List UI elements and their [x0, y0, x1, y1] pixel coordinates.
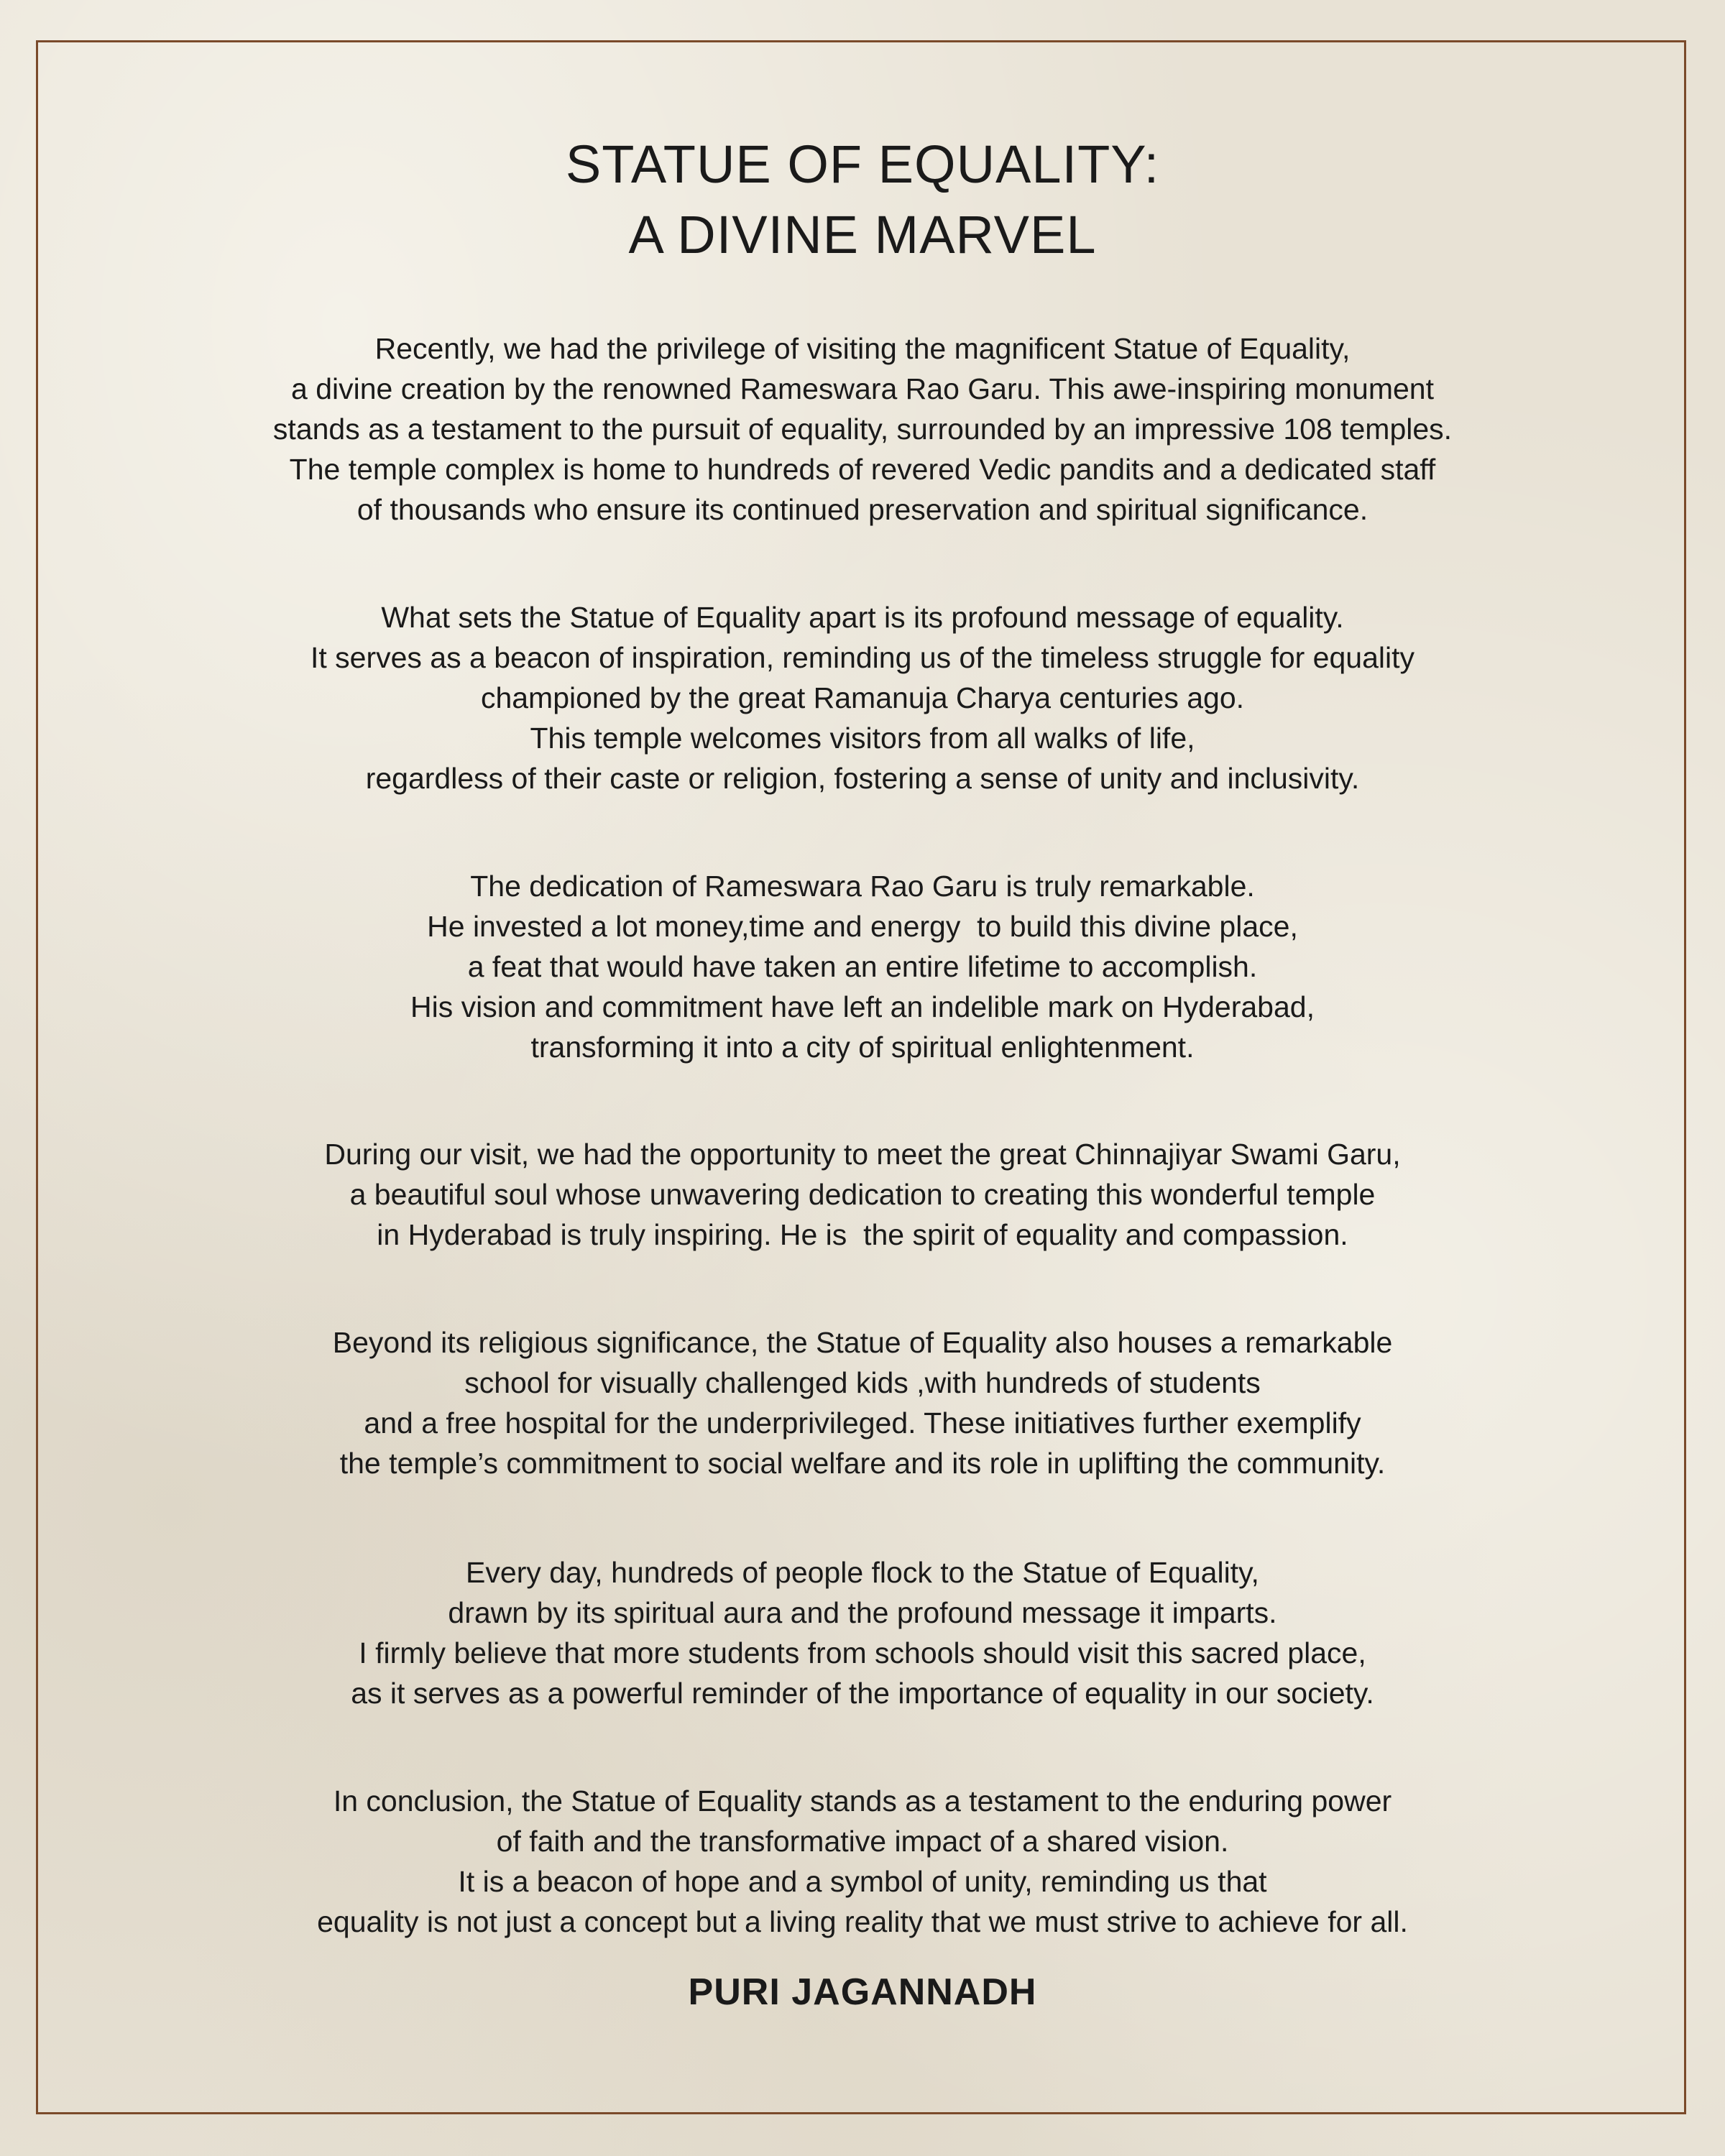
paragraph-line: His vision and commitment have left an indelible mark on Hyderabad,: [410, 990, 1315, 1023]
paragraph-line: What sets the Statue of Equality apart is its profound message of equality.: [381, 601, 1344, 634]
paragraph-line: This temple welcomes visitors from all walks of life,: [530, 722, 1195, 755]
paragraph-line: Beyond its religious significance, the Statue of Equality also houses a remarkable: [332, 1326, 1393, 1359]
paragraph-line: He invested a lot money,time and energy to build this divine place,: [427, 910, 1298, 943]
paragraph-2: [0, 597, 1725, 798]
paragraph-1: [0, 328, 1725, 530]
title-line-1: STATUE OF EQUALITY:: [565, 134, 1160, 194]
title-line-2: A DIVINE MARVEL: [628, 205, 1097, 264]
paragraph-line: of faith and the transformative impact of a shared vision.: [496, 1825, 1229, 1858]
page-title: [0, 129, 1725, 270]
paragraph-line: of thousands who ensure its continued preservation and spiritual significance.: [356, 493, 1368, 526]
paragraph-line: a divine creation by the renowned Rameswara Rao Garu. This awe-inspiring monument: [291, 372, 1434, 405]
paragraph-line: Every day, hundreds of people flock to the Statue of Equality,: [466, 1556, 1259, 1589]
paragraph-line: as it serves as a powerful reminder of the importance of equality in our society.: [351, 1677, 1374, 1710]
paragraph-7: [0, 1781, 1725, 1942]
paragraph-6: [0, 1552, 1725, 1713]
paragraph-line: I firmly believe that more students from schools should visit this sacred place,: [359, 1636, 1366, 1669]
paragraph-line: drawn by its spiritual aura and the profound message it imparts.: [448, 1596, 1277, 1629]
paragraph-line: During our visit, we had the opportunity to meet the great Chinnajiyar Swami Garu,: [324, 1138, 1401, 1171]
paragraph-line: championed by the great Ramanuja Charya centuries ago.: [480, 681, 1245, 714]
paragraph-line: the temple’s commitment to social welfare and its role in uplifting the community.: [339, 1447, 1386, 1480]
paragraph-line: It is a beacon of hope and a symbol of unity, reminding us that: [458, 1865, 1267, 1898]
paragraph-line: equality is not just a concept but a living reality that we must strive to achieve for all.: [317, 1905, 1408, 1938]
paragraph-line: Recently, we had the privilege of visiting the magnificent Statue of Equality,: [374, 332, 1351, 365]
paragraph-line: stands as a testament to the pursuit of equality, surrounded by an impressive 108 temples.: [272, 413, 1453, 446]
author-signature: PURI JAGANNADH: [688, 1971, 1037, 2013]
paragraph-4: [0, 1134, 1725, 1255]
paragraph-line: regardless of their caste or religion, fostering a sense of unity and inclusivity.: [365, 762, 1360, 795]
paragraph-line: The dedication of Rameswara Rao Garu is truly remarkable.: [470, 870, 1255, 903]
paragraph-line: school for visually challenged kids ,with hundreds of students: [464, 1366, 1261, 1399]
paragraph-line: The temple complex is home to hundreds of revered Vedic pandits and a dedicated staff: [289, 453, 1436, 486]
paragraph-line: in Hyderabad is truly inspiring. He is the spirit of equality and compassion.: [377, 1218, 1348, 1251]
paragraph-line: a beautiful soul whose unwavering dedication to creating this wonderful temple: [349, 1178, 1376, 1211]
paragraph-3: [0, 866, 1725, 1067]
paragraph-5: [0, 1322, 1725, 1483]
paragraph-line: transforming it into a city of spiritual enlightenment.: [530, 1031, 1195, 1064]
paragraph-line: It serves as a beacon of inspiration, reminding us of the timeless struggle for equality: [310, 641, 1415, 674]
paragraph-line: and a free hospital for the underprivileged. These initiatives further exemplify: [364, 1406, 1361, 1439]
paragraph-line: In conclusion, the Statue of Equality stands as a testament to the enduring power: [333, 1784, 1392, 1818]
paragraph-line: a feat that would have taken an entire lifetime to accomplish.: [467, 950, 1258, 983]
